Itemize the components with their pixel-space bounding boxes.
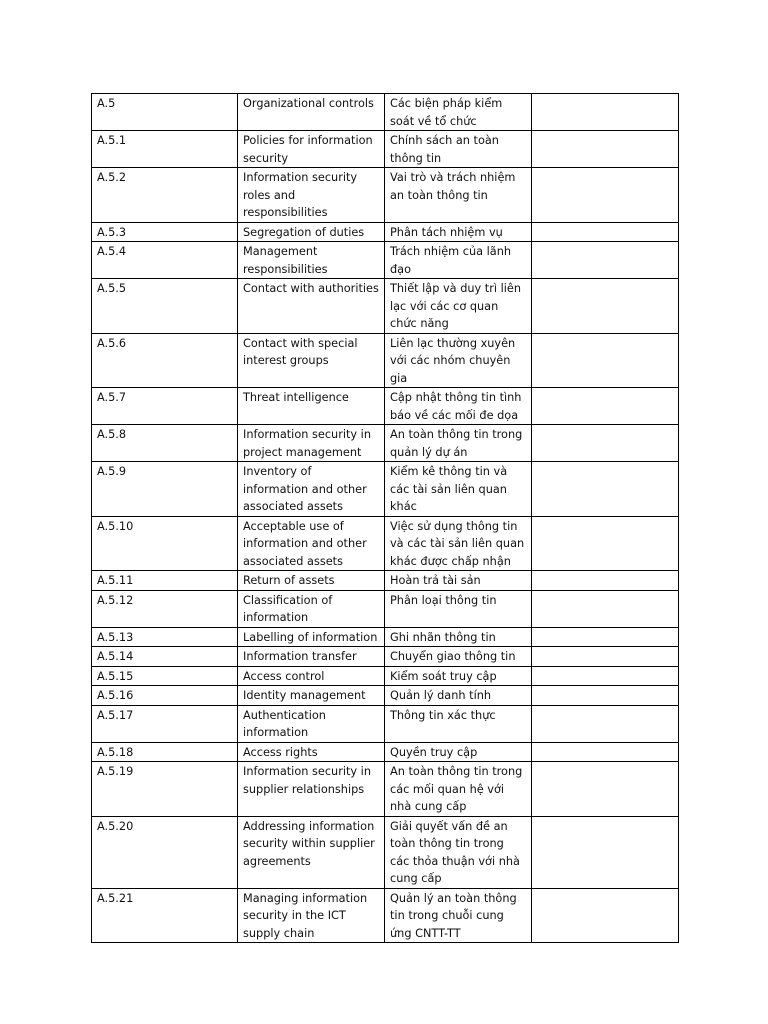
empty-cell [532,888,679,943]
empty-cell [532,425,679,462]
table-row [92,571,679,591]
control-name-en-cell: Addressing information security within supplier agreements [238,816,385,888]
table-row [92,762,679,817]
empty-cell [532,816,679,888]
control-name-vi-cell: Thông tin xác thực [385,705,532,742]
control-name-en-cell: Identity management [238,686,385,706]
control-name-en-cell: Contact with special interest groups [238,333,385,388]
control-name-vi-cell: Việc sử dụng thông tin và các tài sản liên quan khác được chấp nhận [385,516,532,571]
control-name-vi-cell: Quyền truy cập [385,742,532,762]
table-row [92,131,679,168]
control-name-vi-cell: Thiết lập và duy trì liên lạc với các cơ quan chức năng [385,279,532,334]
control-name-vi-cell: Ghi nhãn thông tin [385,627,532,647]
control-id-cell: A.5.7 [92,388,238,425]
control-name-vi-cell: Giải quyết vấn đề an toàn thông tin trong các thỏa thuận với nhà cung cấp [385,816,532,888]
table-row [92,462,679,517]
table-row [92,425,679,462]
empty-cell [532,666,679,686]
controls-table [91,93,679,943]
control-id-cell: A.5.11 [92,571,238,591]
control-name-en-cell: Information security in project management [238,425,385,462]
empty-cell [532,647,679,667]
control-id-cell: A.5.14 [92,647,238,667]
table-row [92,888,679,943]
control-name-en-cell: Acceptable use of information and other associated assets [238,516,385,571]
empty-cell [532,242,679,279]
table-row [92,627,679,647]
control-name-vi-cell: Vai trò và trách nhiệm an toàn thông tin [385,168,532,223]
control-name-vi-cell: Cập nhật thông tin tình báo về các mối đe dọa [385,388,532,425]
control-name-vi-cell: Quản lý an toàn thông tin trong chuỗi cung ứng CNTT-TT [385,888,532,943]
control-name-en-cell: Information security roles and responsibilities [238,168,385,223]
empty-cell [532,279,679,334]
control-name-vi-cell: Liên lạc thường xuyên với các nhóm chuyên gia [385,333,532,388]
control-name-en-cell: Organizational controls [238,94,385,131]
control-name-vi-cell: Chính sách an toàn thông tin [385,131,532,168]
control-id-cell: A.5.2 [92,168,238,223]
table-row [92,686,679,706]
table-row [92,516,679,571]
table-row [92,647,679,667]
control-id-cell: A.5 [92,94,238,131]
control-name-vi-cell: Trách nhiệm của lãnh đạo [385,242,532,279]
control-name-en-cell: Classification of information [238,590,385,627]
control-id-cell: A.5.4 [92,242,238,279]
control-name-vi-cell: An toàn thông tin trong các mối quan hệ với nhà cung cấp [385,762,532,817]
control-name-en-cell: Return of assets [238,571,385,591]
control-id-cell: A.5.20 [92,816,238,888]
control-id-cell: A.5.8 [92,425,238,462]
table-row [92,242,679,279]
control-name-en-cell: Policies for information security [238,131,385,168]
control-name-en-cell: Authentication information [238,705,385,742]
empty-cell [532,131,679,168]
control-id-cell: A.5.12 [92,590,238,627]
control-name-vi-cell: Các biện pháp kiểm soát về tổ chức [385,94,532,131]
control-name-en-cell: Segregation of duties [238,222,385,242]
empty-cell [532,686,679,706]
control-name-vi-cell: Phân tách nhiệm vụ [385,222,532,242]
table-row [92,333,679,388]
control-name-en-cell: Information transfer [238,647,385,667]
empty-cell [532,94,679,131]
control-name-en-cell: Access control [238,666,385,686]
empty-cell [532,627,679,647]
control-name-vi-cell: Phân loại thông tin [385,590,532,627]
control-id-cell: A.5.21 [92,888,238,943]
control-name-en-cell: Inventory of information and other associated assets [238,462,385,517]
table-row [92,222,679,242]
control-name-vi-cell: Quản lý danh tính [385,686,532,706]
control-id-cell: A.5.3 [92,222,238,242]
empty-cell [532,333,679,388]
control-name-vi-cell: Hoàn trả tài sản [385,571,532,591]
empty-cell [532,222,679,242]
control-name-vi-cell: Kiểm kê thông tin và các tài sản liên quan khác [385,462,532,517]
table-row [92,388,679,425]
table-row [92,279,679,334]
controls-table-body [92,94,679,943]
empty-cell [532,742,679,762]
control-id-cell: A.5.10 [92,516,238,571]
empty-cell [532,705,679,742]
empty-cell [532,516,679,571]
empty-cell [532,388,679,425]
control-id-cell: A.5.13 [92,627,238,647]
control-id-cell: A.5.15 [92,666,238,686]
control-id-cell: A.5.16 [92,686,238,706]
control-name-en-cell: Managing information security in the ICT supply chain [238,888,385,943]
table-row [92,168,679,223]
control-id-cell: A.5.18 [92,742,238,762]
control-id-cell: A.5.17 [92,705,238,742]
control-id-cell: A.5.6 [92,333,238,388]
control-name-en-cell: Contact with authorities [238,279,385,334]
empty-cell [532,762,679,817]
control-id-cell: A.5.1 [92,131,238,168]
empty-cell [532,168,679,223]
table-row [92,705,679,742]
table-row [92,816,679,888]
control-name-en-cell: Labelling of information [238,627,385,647]
control-id-cell: A.5.9 [92,462,238,517]
empty-cell [532,590,679,627]
control-name-vi-cell: An toàn thông tin trong quản lý dự án [385,425,532,462]
control-id-cell: A.5.19 [92,762,238,817]
control-name-en-cell: Information security in supplier relationships [238,762,385,817]
control-name-vi-cell: Chuyển giao thông tin [385,647,532,667]
empty-cell [532,571,679,591]
table-row [92,742,679,762]
control-name-en-cell: Management responsibilities [238,242,385,279]
control-name-en-cell: Threat intelligence [238,388,385,425]
table-row [92,666,679,686]
empty-cell [532,462,679,517]
table-row [92,94,679,131]
control-name-en-cell: Access rights [238,742,385,762]
control-id-cell: A.5.5 [92,279,238,334]
table-row [92,590,679,627]
control-name-vi-cell: Kiểm soát truy cập [385,666,532,686]
